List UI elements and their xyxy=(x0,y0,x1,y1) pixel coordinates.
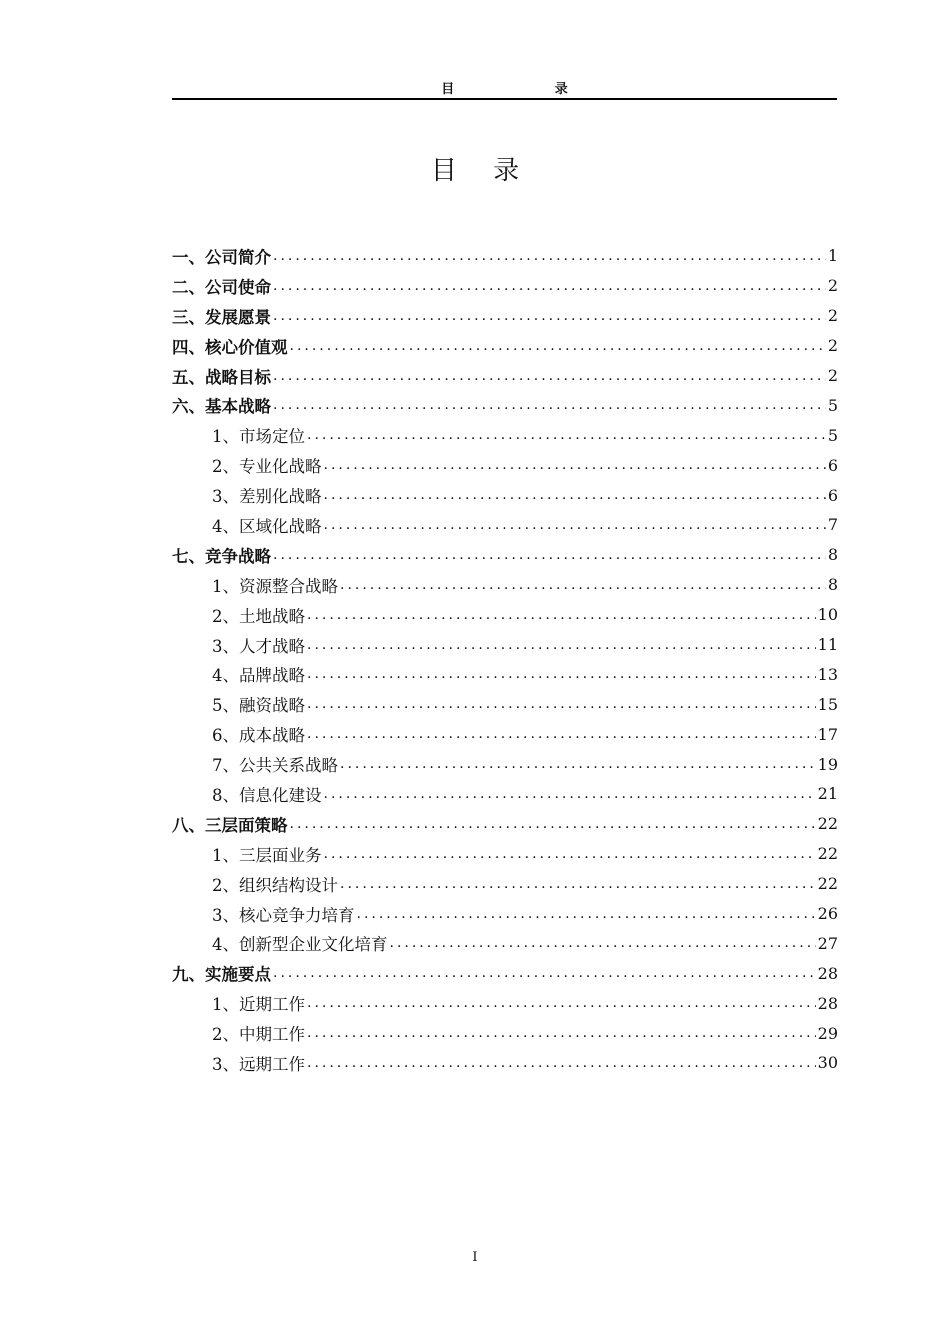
toc-leader-dots xyxy=(273,248,826,264)
header-rule xyxy=(172,98,837,100)
toc-leader-dots xyxy=(340,756,816,772)
toc-entry-label: 2、组织结构设计 xyxy=(212,875,338,895)
toc-entry-page: 26 xyxy=(817,904,838,924)
toc-leader-dots xyxy=(324,517,826,533)
toc-entry-page: 28 xyxy=(817,963,838,983)
page-title-right: 录 xyxy=(493,156,520,186)
toc-entry-label: 2、中期工作 xyxy=(212,1025,305,1045)
toc-entry[interactable] xyxy=(172,689,838,719)
toc-entry[interactable] xyxy=(172,331,838,361)
toc-entry-label: 2、土地战略 xyxy=(212,606,305,626)
toc-entry[interactable] xyxy=(172,241,838,271)
toc-entry[interactable] xyxy=(172,510,838,540)
toc-leader-dots xyxy=(290,816,816,832)
toc-entry-page: 8 xyxy=(827,545,838,565)
toc-leader-dots xyxy=(273,308,826,324)
toc-entry-label: 九、实施要点 xyxy=(172,965,271,985)
toc-entry-label: 6、成本战略 xyxy=(212,726,305,746)
toc-entry-page: 2 xyxy=(827,306,838,326)
toc-leader-dots xyxy=(273,278,826,294)
toc-entry-page: 6 xyxy=(827,455,838,475)
toc-entry[interactable] xyxy=(172,390,838,420)
toc-entry-page: 1 xyxy=(827,246,838,266)
toc-leader-dots xyxy=(273,547,826,563)
toc-entry[interactable] xyxy=(172,899,838,929)
toc-leader-dots xyxy=(390,935,816,951)
toc-leader-dots xyxy=(307,637,816,653)
toc-leader-dots xyxy=(340,876,816,892)
toc-entry-page: 27 xyxy=(817,933,838,953)
toc-entry-label: 3、差别化战略 xyxy=(212,487,322,507)
toc-entry[interactable] xyxy=(172,420,838,450)
toc-entry-page: 28 xyxy=(817,993,838,1013)
toc-entry[interactable] xyxy=(172,869,838,899)
toc-entry-label: 8、信息化建设 xyxy=(212,785,322,805)
toc-entry[interactable] xyxy=(172,271,838,301)
toc-entry-page: 13 xyxy=(817,664,838,684)
toc-entry[interactable] xyxy=(172,928,838,958)
toc-entry-page: 22 xyxy=(817,814,838,834)
toc-entry-page: 10 xyxy=(817,605,838,625)
toc-entry-label: 五、战略目标 xyxy=(172,367,271,387)
toc-leader-dots xyxy=(273,965,816,981)
toc-leader-dots xyxy=(340,577,826,593)
toc-entry[interactable] xyxy=(172,988,838,1018)
toc-entry-page: 2 xyxy=(827,276,838,296)
page-title xyxy=(0,150,950,187)
toc-leader-dots xyxy=(307,1055,816,1071)
toc-entry-page: 15 xyxy=(817,694,838,714)
toc-leader-dots xyxy=(307,1025,816,1041)
toc-leader-dots xyxy=(324,846,816,862)
running-header xyxy=(172,78,837,96)
toc-entry-label: 3、人才战略 xyxy=(212,636,305,656)
toc-leader-dots xyxy=(273,368,826,384)
toc-leader-dots xyxy=(290,338,826,354)
toc-entry[interactable] xyxy=(172,570,838,600)
toc-entry-label: 2、专业化战略 xyxy=(212,457,322,477)
toc-entry-page: 2 xyxy=(827,336,838,356)
toc-entry-page: 29 xyxy=(817,1023,838,1043)
toc-leader-dots xyxy=(324,786,816,802)
toc-entry[interactable] xyxy=(172,779,838,809)
toc-entry-label: 3、核心竞争力培育 xyxy=(212,905,355,925)
running-header-right: 录 xyxy=(554,82,568,97)
toc-entry[interactable] xyxy=(172,749,838,779)
toc-leader-dots xyxy=(307,427,826,443)
toc-entry[interactable] xyxy=(172,600,838,630)
toc-leader-dots xyxy=(307,696,816,712)
toc-entry[interactable] xyxy=(172,630,838,660)
toc-leader-dots xyxy=(273,397,826,413)
toc-entry-page: 5 xyxy=(827,425,838,445)
toc-entry[interactable] xyxy=(172,480,838,510)
toc-entry[interactable] xyxy=(172,809,838,839)
page-number: I xyxy=(472,1250,478,1265)
toc-entry-label: 四、核心价值观 xyxy=(172,337,288,357)
toc-leader-dots xyxy=(324,457,826,473)
toc-entry[interactable] xyxy=(172,659,838,689)
toc-entry-label: 3、远期工作 xyxy=(212,1054,305,1074)
toc-entry-label: 4、创新型企业文化培育 xyxy=(212,935,388,955)
toc-entry-label: 三、发展愿景 xyxy=(172,307,271,327)
toc-entry-label: 一、公司简介 xyxy=(172,247,271,267)
page-title-left: 目 xyxy=(430,156,457,186)
toc-entry-page: 17 xyxy=(817,724,838,744)
toc-entry[interactable] xyxy=(172,958,838,988)
table-of-contents xyxy=(172,241,838,1078)
toc-entry[interactable] xyxy=(172,719,838,749)
toc-entry[interactable] xyxy=(172,450,838,480)
toc-entry[interactable] xyxy=(172,1018,838,1048)
toc-leader-dots xyxy=(307,995,816,1011)
toc-entry-page: 30 xyxy=(817,1053,838,1073)
toc-entry-label: 5、融资战略 xyxy=(212,696,305,716)
toc-entry-label: 八、三层面策略 xyxy=(172,815,288,835)
toc-leader-dots xyxy=(357,906,816,922)
toc-entry-label: 4、品牌战略 xyxy=(212,666,305,686)
toc-entry-label: 二、公司使命 xyxy=(172,277,271,297)
toc-entry[interactable] xyxy=(172,1048,838,1078)
toc-entry-page: 22 xyxy=(817,844,838,864)
toc-entry-page: 11 xyxy=(817,635,838,655)
toc-entry[interactable] xyxy=(172,839,838,869)
toc-entry-page: 21 xyxy=(817,784,838,804)
toc-entry-label: 1、近期工作 xyxy=(212,995,305,1015)
toc-leader-dots xyxy=(307,726,816,742)
toc-leader-dots xyxy=(307,607,816,623)
toc-entry-page: 7 xyxy=(827,515,838,535)
toc-entry-label: 4、区域化战略 xyxy=(212,516,322,536)
toc-leader-dots xyxy=(307,666,816,682)
toc-entry-label: 六、基本战略 xyxy=(172,397,271,417)
toc-entry-page: 22 xyxy=(817,874,838,894)
toc-entry-label: 1、市场定位 xyxy=(212,427,305,447)
running-header-left: 目 xyxy=(441,82,455,97)
toc-entry[interactable] xyxy=(172,361,838,391)
toc-entry-page: 19 xyxy=(817,754,838,774)
toc-entry-page: 2 xyxy=(827,366,838,385)
toc-entry-label: 1、资源整合战略 xyxy=(212,576,338,596)
toc-entry-label: 1、三层面业务 xyxy=(212,845,322,865)
toc-entry-label: 七、竞争战略 xyxy=(172,546,271,566)
toc-entry-page: 8 xyxy=(827,575,838,595)
toc-entry-label: 7、公共关系战略 xyxy=(212,756,338,776)
toc-leader-dots xyxy=(324,487,826,503)
toc-entry-page: 5 xyxy=(827,395,838,415)
toc-entry-page: 6 xyxy=(827,485,838,505)
toc-entry[interactable] xyxy=(172,301,838,331)
toc-entry[interactable] xyxy=(172,540,838,570)
